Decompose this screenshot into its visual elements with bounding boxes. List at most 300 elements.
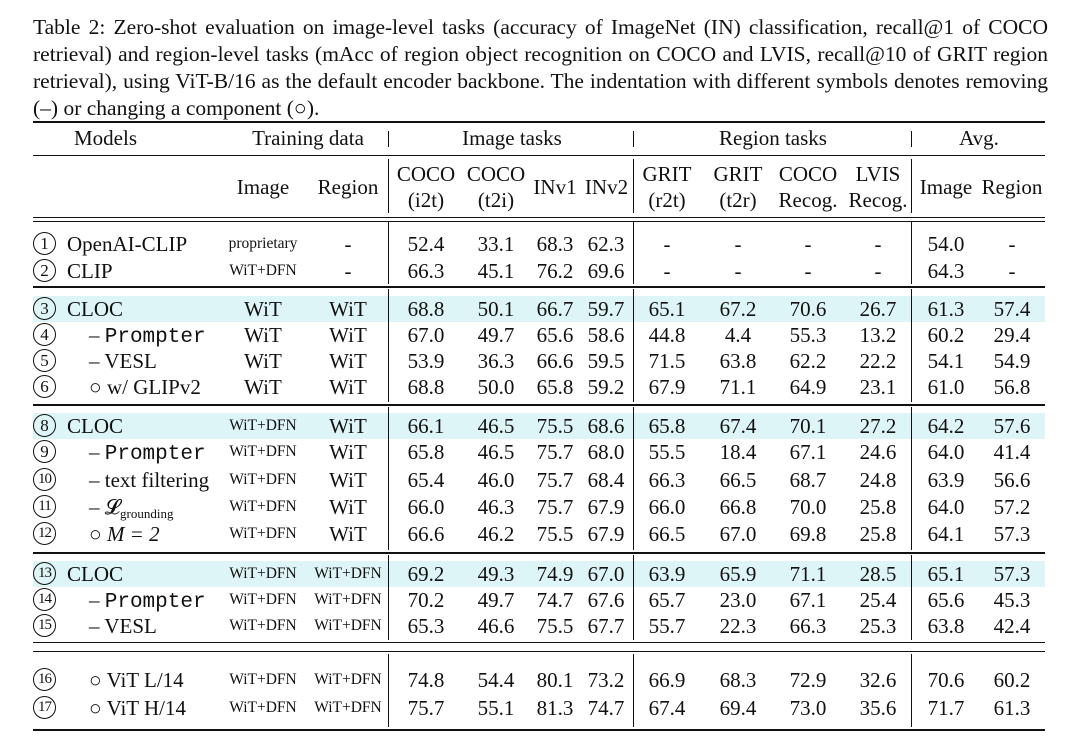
table-row [33, 439, 1045, 465]
indent-symbol: – [89, 349, 105, 373]
metric-value: 75.7 [536, 440, 574, 464]
metric-value: 72.9 [789, 668, 827, 692]
row-number-circle: 13 [33, 562, 56, 585]
model-name [67, 258, 113, 284]
metric-value: 70.0 [789, 495, 827, 519]
model-name [89, 374, 201, 400]
model-name-text: Prompter [104, 591, 206, 614]
metric-value: 65.1 [648, 297, 686, 321]
training-image: WiT+DFN [229, 525, 297, 542]
column-divider [633, 289, 634, 402]
indent-symbol: – [89, 588, 105, 612]
metric-value: 75.7 [407, 696, 445, 720]
model-name-text: CLOC [67, 414, 124, 438]
metric-value: 23.0 [719, 588, 757, 612]
training-image: WiT+DFN [229, 443, 297, 460]
training-image: WiT [244, 323, 282, 347]
column-divider [911, 222, 912, 284]
metric-value: 66.0 [407, 495, 445, 519]
header-grit-t2r-2: (t2r) [719, 188, 757, 212]
model-name [89, 587, 206, 613]
column-divider [388, 289, 389, 402]
training-region: WiT [329, 522, 367, 546]
metric-value: 36.3 [477, 349, 515, 373]
model-name-text: Prompter [104, 443, 206, 466]
metric-value: 24.6 [859, 440, 897, 464]
metric-value: 55.7 [648, 614, 686, 638]
training-region: WiT [329, 495, 367, 519]
table-row [33, 521, 1045, 547]
header-coco-recog-2: Recog. [778, 188, 838, 212]
metric-value: 65.8 [648, 414, 686, 438]
column-divider [911, 289, 912, 402]
metric-value: 42.4 [993, 614, 1031, 638]
header-coco-i2t-1: COCO [396, 162, 456, 186]
training-region: WiT+DFN [314, 671, 382, 688]
metric-value: 32.6 [859, 668, 897, 692]
metric-value: 66.6 [407, 522, 445, 546]
metric-value: 67.7 [587, 614, 625, 638]
metric-value: 63.8 [927, 614, 965, 638]
training-region: WiT [329, 323, 367, 347]
metric-value: 41.4 [993, 440, 1031, 464]
table-row [33, 348, 1045, 374]
metric-value: 25.3 [859, 614, 897, 638]
metric-value: 81.3 [536, 696, 574, 720]
model-name-text: ViT H/14 [106, 696, 186, 720]
training-region: WiT [329, 468, 367, 492]
group-rule [33, 286, 1045, 288]
row-number-circle: 11 [33, 495, 56, 518]
training-image: WiT [244, 375, 282, 399]
metric-value: 54.1 [927, 349, 965, 373]
metric-value: 65.3 [407, 614, 445, 638]
metric-value: 64.3 [927, 259, 965, 283]
metric-value: 64.9 [789, 375, 827, 399]
metric-value: - [663, 232, 671, 256]
model-name-text: CLOC [67, 297, 124, 321]
header-inv1: INv1 [533, 175, 577, 199]
metric-value: 65.7 [648, 588, 686, 612]
model-name-text: OpenAI-CLIP [67, 232, 188, 256]
metric-value: 49.7 [477, 323, 515, 347]
metric-value: 75.7 [536, 468, 574, 492]
metric-value: 66.0 [648, 495, 686, 519]
metric-value: 67.1 [789, 440, 827, 464]
header-inv2: INv2 [584, 175, 629, 199]
row-number-circle: 14 [33, 588, 56, 611]
metric-value: 74.8 [407, 668, 445, 692]
metric-value: - [1008, 232, 1016, 256]
metric-value: 76.2 [536, 259, 574, 283]
column-divider [911, 407, 912, 550]
table-row [33, 613, 1045, 639]
metric-value: 57.6 [993, 414, 1031, 438]
metric-value: 71.7 [927, 696, 965, 720]
metric-value: 59.2 [587, 375, 625, 399]
metric-value: 67.2 [719, 297, 757, 321]
metric-value: 74.7 [536, 588, 574, 612]
metric-value: 65.9 [719, 562, 757, 586]
metric-value: 4.4 [724, 323, 752, 347]
model-name [89, 439, 206, 465]
table-row [33, 374, 1045, 400]
row-number-circle: 2 [33, 259, 56, 282]
header-grit-t2r-1: GRIT [713, 162, 763, 186]
metric-value: 75.5 [536, 614, 574, 638]
metric-value: 59.7 [587, 297, 625, 321]
row-number-circle: 5 [33, 349, 56, 372]
model-name [89, 348, 157, 374]
column-divider [633, 131, 634, 147]
training-image: WiT+DFN [229, 591, 297, 608]
caption-text: Zero-shot evaluation on image-level tasks (accuracy of ImageNet (IN) classification, recall@1 of COCO retrieval) and region-level tasks (mAcc of region object recognition on COCO and LVIS, recall@10 of GRIT region retrieval), using ViT-B/16 as the default encoder backbone. The indentation with different symbols denotes removing (–) or changing a component (○). [33, 15, 1049, 120]
metric-value: 68.4 [587, 468, 625, 492]
metric-value: 53.9 [407, 349, 445, 373]
metric-value: 64.1 [927, 522, 965, 546]
training-region: - [344, 259, 352, 283]
header-training-data: Training data [252, 126, 364, 150]
metric-value: 69.2 [407, 562, 445, 586]
model-name [89, 322, 206, 348]
metric-value: 46.5 [477, 440, 515, 464]
row-number-circle: 8 [33, 414, 56, 437]
metric-value: 69.8 [789, 522, 827, 546]
indent-symbol: ○ [89, 668, 107, 692]
group-rule [33, 552, 1045, 554]
metric-value: 46.5 [477, 414, 515, 438]
metric-value: 63.9 [648, 562, 686, 586]
metric-value: 70.6 [789, 297, 827, 321]
metric-value: 54.9 [993, 349, 1031, 373]
metric-value: 22.3 [719, 614, 757, 638]
column-divider [633, 654, 634, 727]
row-number-circle: 10 [33, 468, 56, 491]
row-number-circle: 17 [33, 696, 56, 719]
header-avg: Avg. [959, 126, 999, 150]
header-lvis-recog-1: LVIS [855, 162, 901, 186]
metric-value: 57.4 [993, 297, 1031, 321]
group-rule [33, 642, 1045, 643]
header-grit-r2t-1: GRIT [642, 162, 692, 186]
metric-value: 62.3 [587, 232, 625, 256]
metric-value: 67.9 [648, 375, 686, 399]
metric-value: 71.1 [789, 562, 827, 586]
model-name [67, 231, 187, 257]
table-row [33, 667, 1045, 693]
top-rule [33, 121, 1045, 123]
row-number-circle: 9 [33, 440, 56, 463]
training-image: WiT+DFN [229, 699, 297, 716]
header-coco-t2i-1: COCO [466, 162, 526, 186]
table-row [33, 561, 1045, 587]
model-name-text: 𝓛 [104, 495, 121, 519]
column-divider [633, 222, 634, 284]
training-region: WiT [329, 297, 367, 321]
metric-value: 64.0 [927, 440, 965, 464]
indent-symbol: ○ [89, 696, 107, 720]
model-name [89, 667, 184, 693]
metric-value: 61.0 [927, 375, 965, 399]
metric-value: 55.5 [648, 440, 686, 464]
metric-value: 60.2 [993, 668, 1031, 692]
column-divider [911, 159, 912, 213]
column-divider [388, 131, 389, 147]
metric-value: 66.3 [648, 468, 686, 492]
metric-value: 67.0 [587, 562, 625, 586]
header-lvis-recog-2: Recog. [848, 188, 908, 212]
indent-symbol: – [89, 323, 105, 347]
header-region: Region [317, 175, 379, 199]
training-image: proprietary [228, 235, 298, 252]
model-name-text: CLIP [67, 259, 113, 283]
metric-value: 66.1 [407, 414, 445, 438]
metric-value: 75.5 [536, 522, 574, 546]
metric-value: 49.3 [477, 562, 515, 586]
metric-value: 64.2 [927, 414, 965, 438]
column-divider [388, 222, 389, 284]
metric-value: 66.3 [407, 259, 445, 283]
training-region: WiT+DFN [314, 617, 382, 634]
metric-value: 45.3 [993, 588, 1031, 612]
column-divider [388, 654, 389, 727]
table-caption [33, 14, 1048, 122]
metric-value: - [804, 232, 812, 256]
training-image: WiT+DFN [229, 565, 297, 582]
column-divider [911, 131, 912, 147]
metric-value: 68.7 [789, 468, 827, 492]
model-name [89, 494, 173, 520]
indent-symbol: – [89, 440, 105, 464]
metric-value: 25.4 [859, 588, 897, 612]
metric-value: 73.0 [789, 696, 827, 720]
metric-value: 58.6 [587, 323, 625, 347]
metric-value: 28.5 [859, 562, 897, 586]
table-row [33, 258, 1045, 284]
metric-value: 67.4 [648, 696, 686, 720]
indent-symbol: – [89, 614, 105, 638]
model-name-subscript: grounding [120, 506, 174, 521]
metric-value: - [734, 259, 742, 283]
model-name [89, 695, 186, 721]
model-name [89, 467, 209, 493]
metric-value: 73.2 [587, 668, 625, 692]
header-image-tasks: Image tasks [462, 126, 562, 150]
metric-value: 70.2 [407, 588, 445, 612]
metric-value: 67.0 [719, 522, 757, 546]
metric-value: 66.7 [536, 297, 574, 321]
metric-value: - [804, 259, 812, 283]
row-number-circle: 3 [33, 297, 56, 320]
training-image: WiT+DFN [229, 671, 297, 688]
bottom-rule [33, 729, 1045, 731]
row-number-circle: 4 [33, 323, 56, 346]
group-rule [33, 404, 1045, 406]
metric-value: 46.2 [477, 522, 515, 546]
metric-value: 70.6 [927, 668, 965, 692]
metric-value: 63.9 [927, 468, 965, 492]
training-image: WiT+DFN [229, 262, 297, 279]
header-coco-t2i-2: (t2i) [477, 188, 515, 212]
header-coco-recog-1: COCO [778, 162, 838, 186]
metric-value: 65.4 [407, 468, 445, 492]
metric-value: - [1008, 259, 1016, 283]
metric-value: 54.4 [477, 668, 515, 692]
model-name-text: VESL [104, 349, 157, 373]
model-name [89, 521, 160, 547]
metric-value: 23.1 [859, 375, 897, 399]
metric-value: 69.4 [719, 696, 757, 720]
metric-value: 66.8 [719, 495, 757, 519]
training-image: WiT+DFN [229, 498, 297, 515]
metric-value: 67.9 [587, 495, 625, 519]
metric-value: 57.2 [993, 495, 1031, 519]
metric-value: 66.6 [536, 349, 574, 373]
column-divider [388, 159, 389, 213]
model-name [67, 561, 123, 587]
column-divider [633, 407, 634, 550]
metric-value: 65.1 [927, 562, 965, 586]
header-bottom-rule [33, 217, 1045, 222]
training-region: WiT+DFN [314, 591, 382, 608]
table-row [33, 296, 1045, 322]
metric-value: 74.7 [587, 696, 625, 720]
model-name [89, 613, 157, 639]
header-coco-i2t-2: (i2t) [407, 188, 445, 212]
metric-value: 66.3 [789, 614, 827, 638]
model-name-text: M = 2 [106, 522, 160, 546]
header-grit-r2t-2: (r2t) [648, 188, 686, 212]
column-divider [388, 407, 389, 550]
metric-value: 68.3 [536, 232, 574, 256]
model-name-text: ViT L/14 [106, 668, 184, 692]
metric-value: - [874, 232, 882, 256]
table-row [33, 322, 1045, 348]
metric-value: 61.3 [927, 297, 965, 321]
model-name [67, 296, 123, 322]
row-number-circle: 12 [33, 522, 56, 545]
metric-value: 54.0 [927, 232, 965, 256]
table-row [33, 695, 1045, 721]
metric-value: 24.8 [859, 468, 897, 492]
metric-value: 55.3 [789, 323, 827, 347]
training-region: WiT [329, 375, 367, 399]
metric-value: 25.8 [859, 495, 897, 519]
header-avg-image: Image [919, 175, 973, 199]
metric-value: 35.6 [859, 696, 897, 720]
table-row [33, 467, 1045, 493]
metric-value: 45.1 [477, 259, 515, 283]
metric-value: - [734, 232, 742, 256]
row-number-circle: 16 [33, 668, 56, 691]
metric-value: 44.8 [648, 323, 686, 347]
metric-value: 66.5 [648, 522, 686, 546]
metric-value: 18.4 [719, 440, 757, 464]
metric-value: 56.6 [993, 468, 1031, 492]
metric-value: 64.0 [927, 495, 965, 519]
header-image: Image [236, 175, 290, 199]
header-mid-rule [33, 155, 1045, 156]
metric-value: 75.5 [536, 414, 574, 438]
metric-value: 67.4 [719, 414, 757, 438]
training-region: WiT [329, 349, 367, 373]
training-image: WiT [244, 349, 282, 373]
metric-value: 65.6 [536, 323, 574, 347]
column-divider [911, 555, 912, 640]
row-number-circle: 15 [33, 614, 56, 637]
metric-value: 27.2 [859, 414, 897, 438]
metric-value: 67.9 [587, 522, 625, 546]
metric-value: 67.6 [587, 588, 625, 612]
model-name-text: CLOC [67, 562, 124, 586]
indent-symbol: – [89, 495, 105, 519]
training-region: WiT+DFN [314, 565, 382, 582]
metric-value: 49.7 [477, 588, 515, 612]
column-divider [388, 555, 389, 640]
model-name-text: VESL [104, 614, 157, 638]
metric-value: 68.8 [407, 375, 445, 399]
column-divider [633, 555, 634, 640]
metric-value: 50.0 [477, 375, 515, 399]
metric-value: 57.3 [993, 522, 1031, 546]
metric-value: 67.1 [789, 588, 827, 612]
metric-value: 56.8 [993, 375, 1031, 399]
metric-value: - [663, 259, 671, 283]
metric-value: 55.1 [477, 696, 515, 720]
table-row [33, 413, 1045, 439]
indent-symbol: ○ [89, 375, 107, 399]
column-divider [633, 159, 634, 213]
metric-value: 69.6 [587, 259, 625, 283]
indent-symbol: ○ [89, 522, 107, 546]
metric-value: - [874, 259, 882, 283]
metric-value: 57.3 [993, 562, 1031, 586]
row-number-circle: 6 [33, 375, 56, 398]
metric-value: 22.2 [859, 349, 897, 373]
header-models: Models [74, 126, 137, 150]
metric-value: 65.6 [927, 588, 965, 612]
metric-value: 46.3 [477, 495, 515, 519]
training-image: WiT+DFN [229, 417, 297, 434]
metric-value: 66.5 [719, 468, 757, 492]
training-region: - [344, 232, 352, 256]
training-image: WiT+DFN [229, 617, 297, 634]
metric-value: 62.2 [789, 349, 827, 373]
training-region: WiT [329, 440, 367, 464]
metric-value: 70.1 [789, 414, 827, 438]
metric-value: 66.9 [648, 668, 686, 692]
model-name-text: text filtering [104, 468, 210, 492]
header-region-tasks: Region tasks [719, 126, 827, 150]
training-region: WiT [329, 414, 367, 438]
table-row [33, 494, 1045, 520]
metric-value: 71.1 [719, 375, 757, 399]
metric-value: 13.2 [859, 323, 897, 347]
metric-value: 71.5 [648, 349, 686, 373]
metric-value: 52.4 [407, 232, 445, 256]
model-name [67, 413, 123, 439]
metric-value: 33.1 [477, 232, 515, 256]
metric-value: 75.7 [536, 495, 574, 519]
training-image: WiT+DFN [229, 471, 297, 488]
table-row [33, 587, 1045, 613]
caption-label: Table 2: [33, 15, 106, 39]
table-row [33, 231, 1045, 257]
header-avg-region: Region [981, 175, 1043, 199]
metric-value: 50.1 [477, 297, 515, 321]
metric-value: 60.2 [927, 323, 965, 347]
results-table [33, 121, 1045, 731]
